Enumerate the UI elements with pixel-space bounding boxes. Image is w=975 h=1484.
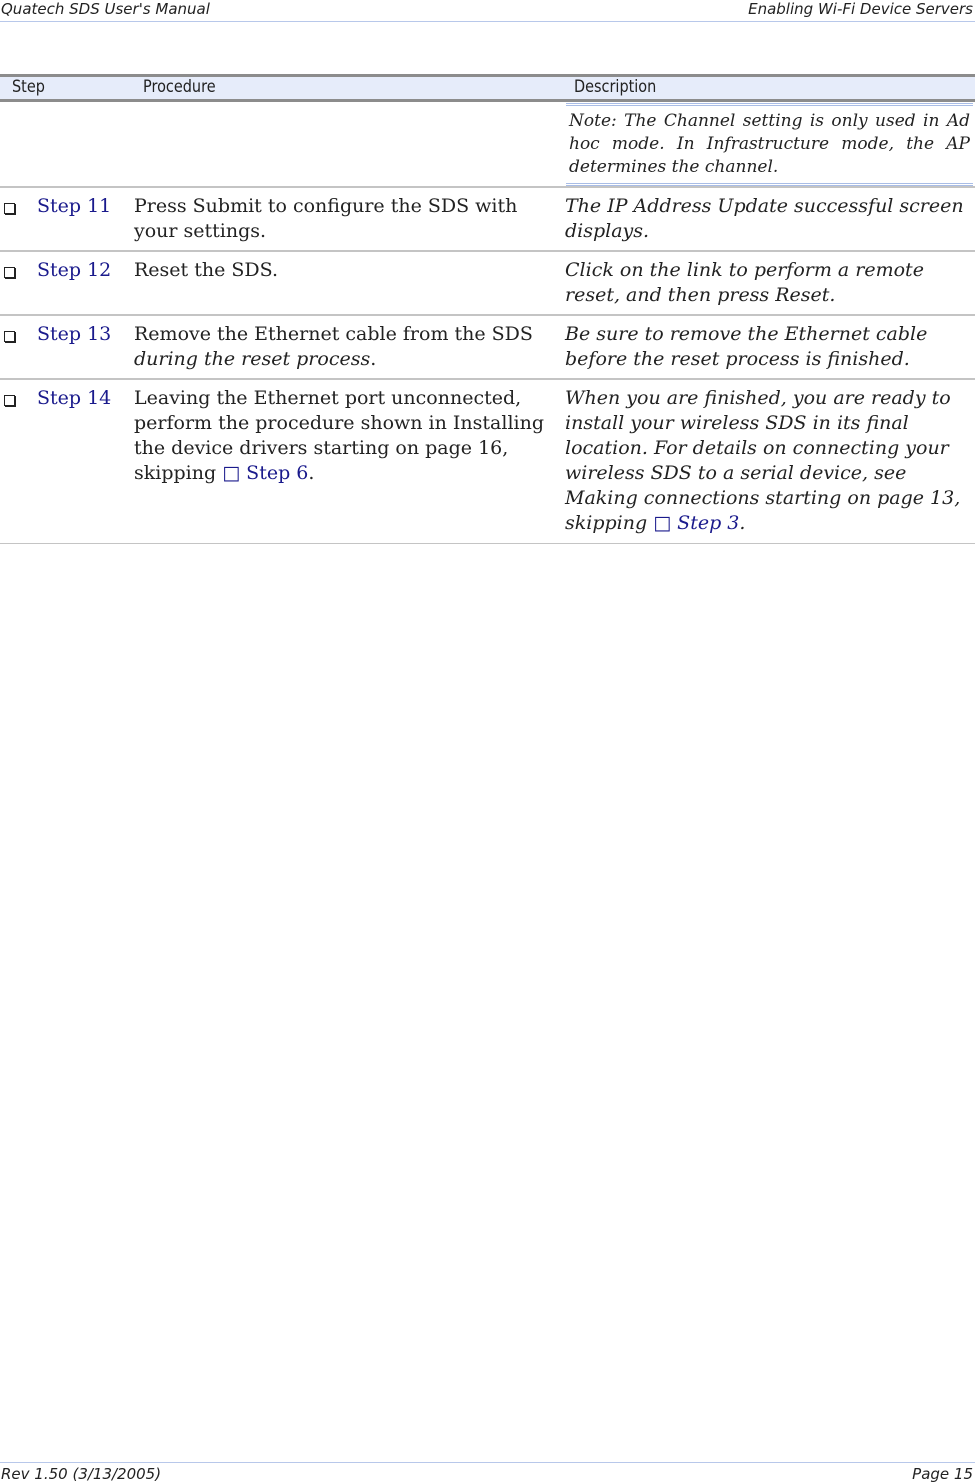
- step-3-link[interactable]: □ Step 3: [653, 512, 740, 534]
- header-section: Enabling Wi-Fi Device Servers: [748, 0, 973, 18]
- description-text: The IP Address Update successful screen displays.: [565, 195, 964, 242]
- channel-note: Note: The Channel setting is only used in Ad hoc mode. In Infrastructure mode, the AP determines the channel.: [566, 103, 973, 186]
- procedure-part: Remove the Ethernet cable from the SDS: [134, 323, 533, 345]
- description-text: Click on the link to perform a remote reset, and then press Reset.: [565, 259, 924, 306]
- header-title: Quatech SDS User's Manual: [1, 0, 210, 18]
- table-bottom-rule: [0, 543, 975, 544]
- checkbox-icon[interactable]: [4, 203, 15, 214]
- procedure-text: Leaving the Ethernet port unconnected, perform the procedure shown in Installing the device drivers starting on page 16, skipping □ Step 6.: [134, 387, 544, 484]
- table-row: [0, 186, 975, 250]
- col-description: Description: [574, 77, 657, 97]
- page-number: Page 15: [912, 1465, 973, 1483]
- checkbox-icon[interactable]: [4, 267, 15, 278]
- step-link[interactable]: Step 13: [37, 323, 112, 345]
- table-row: [0, 250, 975, 314]
- col-step: Step: [12, 77, 45, 97]
- page-footer: [0, 1462, 975, 1484]
- procedure-emphasis: during the reset process: [134, 348, 371, 370]
- step-link[interactable]: Step 12: [37, 259, 112, 281]
- step-link[interactable]: Step 14: [37, 387, 112, 409]
- checkbox-icon[interactable]: [4, 395, 15, 406]
- step-link[interactable]: Step 11: [37, 195, 112, 217]
- table-header: [0, 74, 975, 102]
- description-text: Be sure to remove the Ethernet cable before the reset process is finished.: [565, 323, 928, 370]
- checkbox-icon[interactable]: [4, 331, 15, 342]
- step-6-link[interactable]: □ Step 6: [222, 462, 309, 484]
- procedure-text: Press Submit to configure the SDS with your settings.: [134, 195, 518, 242]
- procedure-part: .: [370, 348, 377, 370]
- procedure-text: [134, 322, 554, 372]
- procedure-text: Reset the SDS.: [134, 259, 279, 281]
- table-row: [0, 378, 975, 543]
- col-procedure: Procedure: [143, 77, 216, 97]
- revision: Rev 1.50 (3/13/2005): [1, 1465, 162, 1483]
- description-part: When you are finished, you are ready to install your wireless SDS in its final location. For details on connecting your wireless SDS to a serial device, see Making connections starting on page 13, skipping: [565, 387, 961, 534]
- description-text: When you are finished, you are ready to install your wireless SDS in its final location. For details on connecting your wireless SDS to a serial device, see Making connections starting on page 13, skipping □ Step 3.: [565, 387, 961, 534]
- page-header: [0, 0, 975, 22]
- procedure-part: Leaving the Ethernet port unconnected, perform the procedure shown in Installing the device drivers starting on page 16, skipping: [134, 387, 544, 484]
- table-row: [0, 314, 975, 378]
